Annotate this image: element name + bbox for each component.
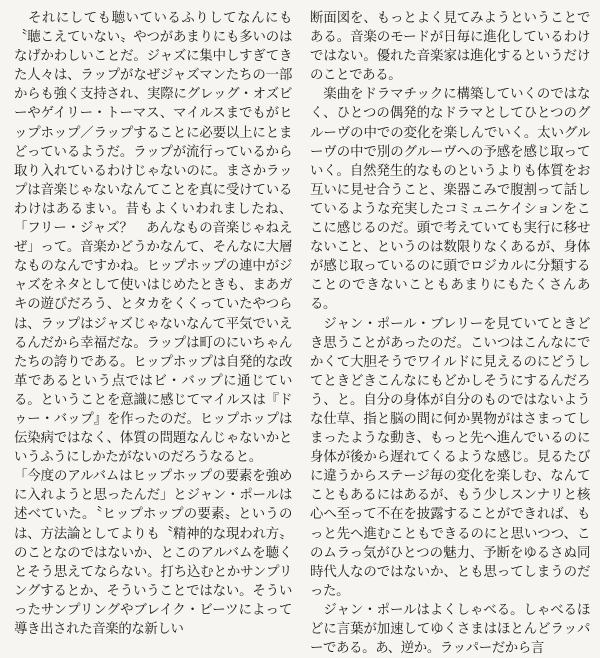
paragraph: それにしても聴いているふりしてなんにも〝聴こえていない〟やつがあまりにも多いのはなげかわしいことだ。ジャズに集中しすぎてきた人々は、ラップがなぜジャズマンたちの一部からも強く支持され、実際にグレッグ・オズビーやゲイリー・トーマス、マイルスまでもがヒップホップ／ラップすることに必要以上にとまどっているようだ。ラップが流行っているから取り入れているわけじゃないのに。まさかラップは音楽じゃないなんてことを真に受けているわけはあるまい。昔もよくいわれましたね、「フリー・ジャズ？ あんなもの音楽じゃねえぜ」って。音楽かどうかなんて、そんなに大層なものなんですかね。ヒップホップの連中がジャズをネタとして使いはじめたときも、まあガキの遊びだろう、とタカをくくっていたやつらは、ラップはジャズじゃないなんて平気でいえるんだから幸福だな。ラップは町のにいちゃんたちの誇りである。ヒップホップは自発的な改革であるという点ではビ・バップに通じている。ということを意識に感じてマイルスは『ドゥー・バップ』を作ったのだ。ヒップホップは伝染病ではなく、体質の問題なんじゃないかというふうにしかたがないのだろうなると。 xyxy=(14,11,292,466)
column-gutter xyxy=(292,0,293,600)
paragraph: 断面図を、もっとよく見てみようということである。音楽のモードが日毎に進化しているわけではない。優れた音楽家は進化するというだけのことである。 xyxy=(310,11,590,84)
right-column xyxy=(310,9,590,657)
paragraph: 楽曲をドラマチックに構築していくのではなく、ひとつの偶発的なドラマとしてひとつのグルーヴの中での変化を楽しんでいく。太いグルーヴの中で別のグルーヴへの予感を感じ取っていく。自然発生的なものというよりも体質をお互いに見せ合うこと、楽器こみで腹割って話しているような充実したコミュニケイションをここに感じるのだ。頭で考えていても実行に移せないこと、というのは数限りなくあるが、身体が感じ取っているのに頭でロジカルに分類することのできないこともあまりにもたくさんある。 xyxy=(310,87,590,313)
left-column xyxy=(14,9,292,637)
paragraph: 「今度のアルバムはヒップホップの要素を強めに入れようと思ったんだ」とジャン・ポールは述べていた。〝ヒップホップの要素〟というのは、方法論としてよりも〝精神的な現われ方〟のことなのではないか、とこのアルバムを聴くとそう思えてならない。打ち込むとかサンプリングするとか、そういうことではない。そういったサンプリングやブレイク・ビーツによって導き出された音楽的な新しい xyxy=(14,469,292,637)
paragraph: ジャン・ポールはよくしゃべる。しゃべるほどに言葉が加速してゆくさまはほとんどラッパーである。あ、逆か。ラッパーだから言 xyxy=(310,602,590,657)
paragraph: ジャン・ポール・ブレリーを見ていてときどき思うことがあったのだ。こいつはこんなにでかくて大胆そうでワイルドに見えるのにどうしてときどきこんなにもどかしそうにするんだろう、と。自分の身体が自分のものではないような仕草、指と脳の間に何か異物がはさまってしまったような動き、もっと先へ進んでいるのに身体が後から遅れてくるような感じ。見るたびに違うからステージ毎の変化を楽しむ、なんてこともあるにはあるが、もう少しスンナリと核心へ至って不在を披露することができれば、もっと先へ進むこともできるのにと思いつつ、このムラっ気がひとつの魅力、予断をゆるさぬ同時代人なのではないか、とも思ってしまうのだった。 xyxy=(310,316,590,599)
